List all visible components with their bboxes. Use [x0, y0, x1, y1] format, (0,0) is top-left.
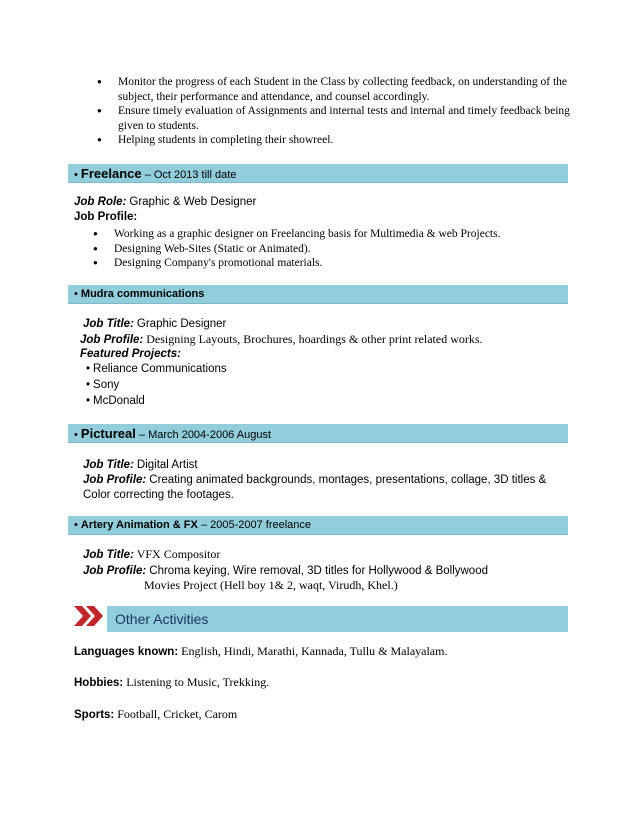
top-bullet-list: [94, 75, 574, 148]
job-profile-label: Job Profile:: [80, 334, 144, 346]
hobbies-line: [74, 675, 269, 691]
hobbies-label: Hobbies:: [74, 677, 124, 689]
bullet: •: [74, 519, 78, 531]
job-role-line: [74, 194, 256, 210]
hobbies-value: Listening to Music, Trekking.: [126, 675, 270, 689]
period: – Oct 2013 till date: [144, 169, 237, 181]
job-title-label: Job Title:: [83, 318, 134, 330]
list-item: ● Working as a graphic designer on Freelancing basis for Multimedia & web Projects.: [90, 227, 560, 242]
period: – March 2004-2006 August: [138, 429, 271, 441]
bullet: •: [74, 429, 78, 441]
other-activities-heading: Other Activities: [107, 606, 568, 632]
job-profile-line: [80, 332, 483, 348]
project-item: • Reliance Communications: [86, 363, 227, 375]
featured-projects-label: Featured Projects:: [80, 348, 181, 360]
list-item: ● Monitor the progress of each Student in the Class by collecting feedback, on understanding of the subject, their performance and attendance, and counsel accordingly.: [94, 75, 574, 104]
job-title-line: [83, 547, 220, 563]
job-role-label: Job Role:: [74, 196, 127, 208]
job-profile-value: Chroma keying, Wire removal, 3D titles for Hollywood & Bollywood: [149, 565, 488, 577]
freelance-bullet-list: [90, 227, 560, 271]
list-item: ● Designing Company's promotional materials.: [90, 256, 560, 271]
job-title-value: VFX Compositor: [136, 547, 221, 561]
company-name: Artery Animation & FX: [80, 519, 198, 531]
section-bar-pictureal: [68, 424, 568, 443]
job-profile-line: [83, 563, 488, 579]
list-item: ● Ensure timely evaluation of Assignments and internal tests and internal and timely feedback being given to students.: [94, 104, 574, 133]
double-chevron-right-icon: [74, 606, 106, 626]
languages-line: [74, 644, 447, 660]
job-profile-value: Creating animated backgrounds, montages, presentations, collage, 3D titles &: [149, 474, 547, 486]
job-profile-label: Job Profile:: [74, 211, 138, 223]
section-bar-mudra: [68, 285, 568, 304]
languages-value: English, Hindi, Marathi, Kannada, Tullu & Malayalam.: [181, 644, 448, 658]
project-item: • McDonald: [86, 395, 145, 407]
sports-value: Football, Cricket, Carom: [117, 707, 238, 721]
job-profile-continuation: Color correcting the footages.: [83, 489, 234, 501]
job-title-label: Job Title:: [83, 459, 134, 471]
job-profile-continuation: Movies Project (Hell boy 1& 2, waqt, Virudh, Khel.): [144, 578, 398, 592]
period: – 2005-2007 freelance: [200, 519, 312, 531]
project-item: • Sony: [86, 379, 120, 391]
job-profile-line: [83, 472, 546, 488]
job-title-value: Graphic Designer: [136, 318, 227, 330]
job-role-value: Graphic & Web Designer: [129, 196, 257, 208]
languages-label: Languages known:: [74, 646, 179, 658]
sports-line: [74, 707, 237, 723]
company-name: Pictureal: [80, 426, 136, 441]
job-title-line: [83, 316, 226, 332]
job-title-line: [83, 457, 198, 473]
section-bar-artery: [68, 516, 568, 535]
job-profile-label: Job Profile:: [83, 565, 147, 577]
company-name: Mudra communications: [80, 288, 205, 300]
section-bar-freelance: [68, 164, 568, 183]
job-profile-value: Designing Layouts, Brochures, hoardings & other print related works.: [146, 332, 483, 346]
job-title-value: Digital Artist: [136, 459, 198, 471]
job-title-label: Job Title:: [83, 549, 134, 561]
job-profile-label: Job Profile:: [83, 474, 147, 486]
list-item: ● Designing Web-Sites (Static or Animated).: [90, 242, 560, 257]
sports-label: Sports:: [74, 709, 115, 721]
company-name: Freelance: [80, 166, 142, 181]
bullet: •: [74, 169, 78, 181]
list-item: ● Helping students in completing their showreel.: [94, 133, 574, 148]
bullet: •: [74, 288, 78, 300]
